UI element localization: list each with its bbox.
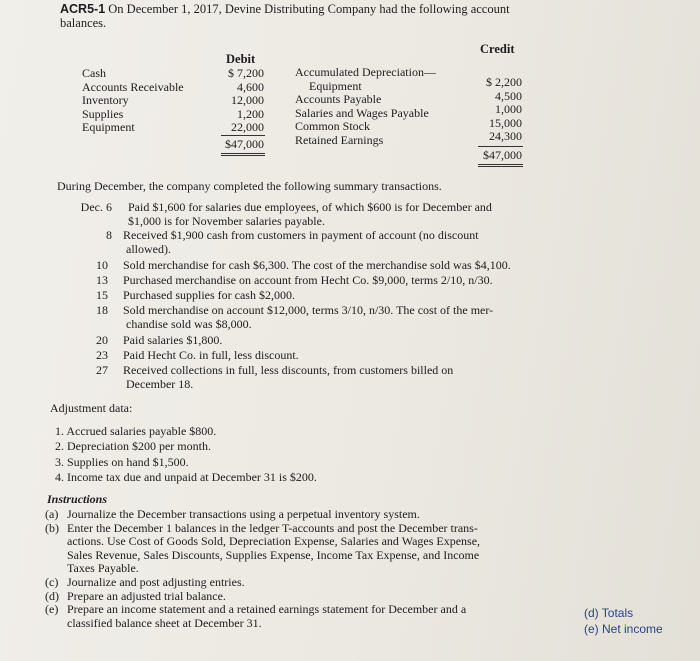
credit-amounts (470, 76, 522, 144)
debit-amounts (214, 67, 264, 135)
transaction-line: Sold merchandise on account $12,000, terms 3/10, n/30. The cost of the mer- (123, 303, 494, 317)
adjustment-item: 4. Income tax due and unpaid at December 31 is $200. (55, 469, 317, 484)
credit-account-swp: Salaries and Wages Payable (295, 105, 429, 120)
transaction-line: Purchased merchandise on account from Hecht Co. $9,000, terms 2/10, n/30. (123, 273, 493, 287)
debit-total-rule-1 (221, 153, 265, 154)
transaction-line: Paid salaries $1,800. (123, 333, 223, 347)
credit-header: Credit (480, 42, 515, 56)
transaction-date: 10 (96, 258, 108, 272)
transaction-line: $1,000 is for November salaries payable. (128, 213, 325, 228)
transaction-text (128, 201, 492, 228)
transaction-date: 23 (96, 348, 108, 362)
transaction-date: 27 (96, 363, 108, 377)
debit-amount-inventory: 12,000 (231, 93, 264, 108)
transaction-text (123, 274, 493, 288)
adjustment-heading: Adjustment data: (50, 401, 133, 415)
check-figure-net-income: (e) Net income (584, 622, 663, 636)
instruction-line: Sales Revenue, Sales Discounts, Supplies Expense, Income Tax Expense, and Income (67, 547, 480, 562)
transaction-text (123, 364, 453, 391)
debit-account-cash: Cash (82, 66, 106, 80)
credit-amount-common-stock: 15,000 (489, 115, 522, 130)
transaction-line: Received collections in full, less discounts, from customers billed on (123, 363, 454, 377)
adjustment-item: 3. Supplies on hand $1,500. (55, 454, 189, 469)
adjustment-item: 2. Depreciation $200 per month. (55, 439, 211, 454)
credit-account-common-stock: Common Stock (295, 119, 371, 134)
check-figure-totals: (d) Totals (584, 606, 634, 620)
instruction-item (45, 508, 480, 522)
problem-intro-text-2: balances. (60, 16, 107, 30)
debit-header: Debit (226, 52, 256, 66)
instruction-item (45, 576, 480, 590)
transaction-line: Paid $1,600 for salaries due employees, of which $600 is for December and (128, 200, 492, 214)
debit-amount-ar: 4,600 (237, 79, 264, 94)
credit-amount-retained-earnings: 24,300 (489, 129, 522, 144)
transaction-date: 20 (96, 333, 108, 347)
transaction-text (123, 229, 479, 256)
credit-accounts (295, 66, 436, 148)
credit-amount-ap: 4,500 (495, 88, 522, 103)
credit-amount-swp: 1,000 (495, 102, 522, 117)
transactions-intro: During December, the company completed the following summary transactions. (57, 179, 442, 193)
transaction-date: 15 (96, 288, 108, 302)
transaction-line: Received $1,900 cash from customers in payment of account (no discount (123, 228, 479, 242)
debit-account-ar: Accounts Receivable (82, 79, 184, 94)
credit-account-ap: Accounts Payable (295, 92, 382, 107)
instruction-line: Journalize the December transactions using a perpetual inventory system. (67, 507, 420, 521)
debit-amount-supplies: 1,200 (237, 106, 264, 121)
credit-subtotal-rule (478, 146, 523, 147)
instruction-line: Prepare an adjusted trial balance. (67, 588, 226, 603)
problem-title (60, 2, 510, 16)
problem-code: ACR5-1 (60, 2, 106, 16)
transaction-text (123, 334, 222, 348)
debit-total: $47,000 (225, 137, 264, 151)
transaction-line: chandise sold was $8,000. (126, 316, 252, 331)
transaction-date: 8 (106, 228, 112, 242)
debit-account-supplies: Supplies (82, 106, 124, 121)
transaction-line: Paid Hecht Co. in full, less discount. (123, 348, 299, 362)
transaction-line: December 18. (126, 376, 194, 391)
instruction-label: (d) (45, 588, 59, 603)
instruction-line: actions. Use Cost of Goods Sold, Depreciation Expense, Salaries and Wages Expense, (67, 534, 481, 549)
instruction-label: (b) (45, 520, 59, 535)
debit-account-equipment: Equipment (82, 120, 135, 135)
transaction-line: Purchased supplies for cash $2,000. (123, 288, 295, 302)
instruction-item (45, 603, 480, 630)
credit-account-retained-earnings: Retained Earnings (295, 132, 384, 147)
instruction-item (45, 522, 480, 576)
transaction-date: Dec. 6 (80, 200, 112, 214)
transaction-text (123, 289, 295, 303)
problem-intro-text: On December 1, 2017, Devine Distributing Company had the following account (108, 2, 510, 16)
credit-total: $47,000 (483, 148, 522, 162)
transaction-date: 13 (96, 273, 108, 287)
transaction-text (123, 304, 493, 331)
instruction-line: classified balance sheet at December 31. (67, 615, 262, 630)
credit-amount-accum-dep: $ 2,200 (486, 75, 522, 89)
instructions-list (45, 508, 480, 630)
instruction-label: (e) (45, 602, 59, 617)
adjustment-list (55, 424, 317, 485)
instruction-line: Taxes Payable. (67, 561, 139, 576)
instruction-line: Journalize and post adjusting entries. (67, 574, 245, 589)
transaction-line: Sold merchandise for cash $6,300. The cost of the merchandise sold was $4,100. (123, 258, 511, 272)
transaction-line: allowed). (126, 241, 171, 256)
transaction-text (123, 349, 299, 363)
debit-total-rule-2 (221, 155, 265, 156)
instruction-label: (a) (45, 507, 59, 521)
credit-total-rule-1 (478, 164, 523, 165)
debit-account-inventory: Inventory (82, 93, 129, 108)
debit-subtotal-rule (221, 135, 265, 136)
transaction-date: 18 (96, 303, 108, 317)
instruction-line: Enter the December 1 balances in the ledger T-accounts and post the December trans- (67, 520, 478, 535)
instruction-item (45, 590, 480, 604)
credit-account-accum-dep: Accumulated Depreciation— (295, 65, 436, 79)
instructions-heading: Instructions (47, 492, 108, 506)
instruction-label: (c) (45, 574, 59, 589)
credit-account-accum-dep-equipment: Equipment (309, 78, 362, 93)
debit-amount-equipment: 22,000 (231, 120, 264, 135)
debit-accounts (82, 67, 184, 135)
debit-amount-cash: $ 7,200 (228, 66, 264, 80)
credit-total-rule-2 (478, 166, 523, 167)
instruction-line: Prepare an income statement and a retained earnings statement for December and a (67, 602, 467, 617)
transaction-text (123, 259, 511, 273)
adjustment-item: 1. Accrued salaries payable $800. (55, 424, 217, 438)
